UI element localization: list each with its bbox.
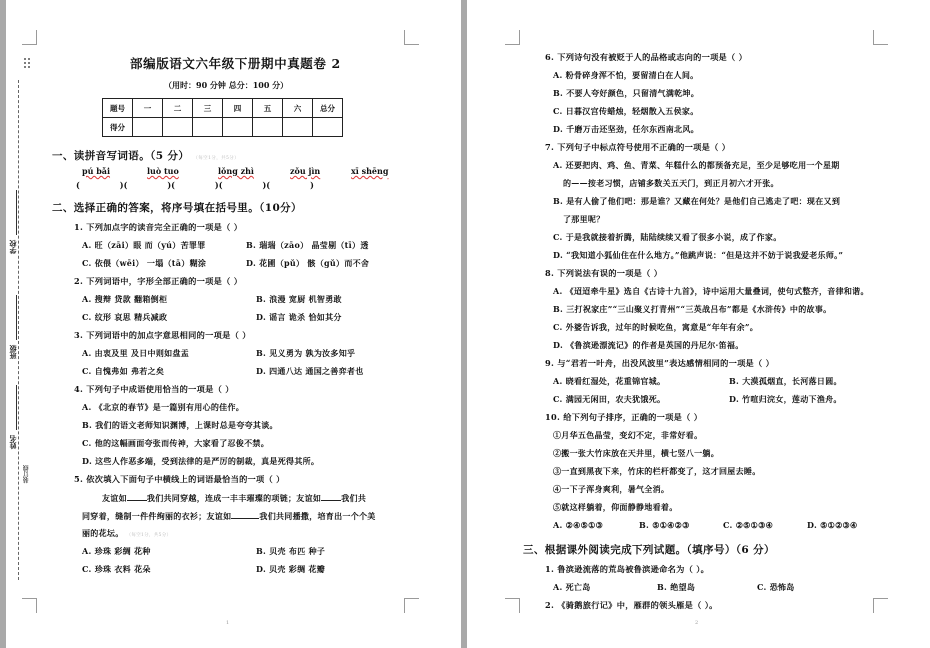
q5-stem: 5. 依次填入下面句子中横线上的词语最恰当的一项（ ） xyxy=(74,474,285,484)
binding-mark: 装订线 xyxy=(23,465,30,483)
q10-sentence-2: ②搬一张大竹床放在天井里，横七竖八一躺。 xyxy=(553,448,719,458)
q9-stem: 9. 与“君若一叶舟，出没风波里”表达感情相同的一项是（ ） xyxy=(545,358,775,368)
q2-option-c[interactable]: C. 纹形 哀思 精兵减政 xyxy=(82,312,168,322)
score-cell: 得分 xyxy=(103,118,133,137)
score-input[interactable] xyxy=(223,118,253,137)
pinyin-1: pú bǎi xyxy=(82,166,111,176)
q6-stem: 6. 下列诗句没有被贬于人的品格或志向的一项是（ ） xyxy=(545,52,748,62)
score-cell: 一 xyxy=(133,99,163,118)
score-table-row xyxy=(103,118,343,137)
q7-option-c[interactable]: C. 于是我就接着折腾，陆陆续续又看了很多小说，成了作家。 xyxy=(553,232,782,242)
section-note: （每空1分，共5分） xyxy=(126,533,172,538)
fill-blank[interactable] xyxy=(231,510,259,519)
section-3-heading: 三、根据课外阅读完成下列试题。（填序号）（6 分） xyxy=(523,544,775,556)
section-note: （每空1分，共5分） xyxy=(193,156,240,161)
page-number: 2 xyxy=(695,620,699,626)
page-title: 部编版语文六年级下册期中真题卷 2 xyxy=(130,56,341,71)
q8-option-a[interactable]: A. 《迢迢牵牛星》选自《古诗十九首》，诗中运用大量叠词，使句式整齐，音律和谐。 xyxy=(553,286,869,296)
score-cell: 六 xyxy=(283,99,313,118)
score-cell: 总分 xyxy=(313,99,343,118)
score-input[interactable] xyxy=(133,118,163,137)
q9-option-b[interactable]: B. 大漠孤烟直，长河落日圆。 xyxy=(729,376,842,386)
score-input[interactable] xyxy=(163,118,193,137)
q10-stem: 10. 给下列句子排序，正确的一项是（ ） xyxy=(545,412,703,422)
q4-option-d[interactable]: D. 这些人作恶多端，受到法律的是严厉的制裁，真是死得其所。 xyxy=(82,456,320,466)
school-label: 学校 xyxy=(8,240,17,254)
q9-option-d[interactable]: D. 竹喧归浣女，莲动下渔舟。 xyxy=(729,394,842,404)
q1-option-b[interactable]: B. 瑞瑞（zāo） 晶莹剔（tī）透 xyxy=(246,240,369,250)
q1-option-c[interactable]: C. 依偎（wēi） 一塌（tā）糊涂 xyxy=(82,258,207,268)
page-1 xyxy=(6,0,461,648)
q7-stem: 7. 下列句子中标点符号使用不正确的一项是（ ） xyxy=(545,142,731,152)
score-cell: 三 xyxy=(193,99,223,118)
q10-option-a[interactable]: A. ②④⑤①③ xyxy=(553,520,604,530)
answer-blanks[interactable]: ( )( )( )( )( ) xyxy=(76,180,314,190)
crop-mark xyxy=(873,30,888,45)
score-input[interactable] xyxy=(253,118,283,137)
crop-mark xyxy=(404,598,419,613)
q10-sentence-5: ⑤就这样躺着，仰面静静地看着。 xyxy=(553,502,678,512)
r1-option-a[interactable]: A. 死亡岛 xyxy=(553,582,591,592)
pinyin-4: zǒu jìn xyxy=(290,166,321,176)
binding-line xyxy=(18,80,20,580)
q7-option-b[interactable]: B. 是有人偷了他们吧：那是谁？又藏在何处？是他们自己逃走了吧：现在又到 xyxy=(553,196,841,206)
q1-stem: 1. 下列加点字的读音完全正确的一项是（ ） xyxy=(74,222,243,232)
crop-mark xyxy=(873,598,888,613)
pinyin-2: luò tuo xyxy=(147,166,179,176)
q4-option-a[interactable]: A. 《北京的春节》是一篇别有用心的佳作。 xyxy=(82,402,245,412)
q5-option-c[interactable]: C. 珍珠 衣料 花朵 xyxy=(82,564,151,574)
section-1-heading: 一、读拼音写词语。（5 分） （每空1分，共5分） xyxy=(52,150,240,162)
r1-stem: 1. 鲁滨逊流落的荒岛被鲁滨逊命名为（ ）。 xyxy=(545,564,710,574)
fill-blank[interactable] xyxy=(321,492,341,501)
r1-option-c[interactable]: C. 恐怖岛 xyxy=(757,582,795,592)
q6-option-a[interactable]: A. 粉骨碎身浑不怕，要留清白在人间。 xyxy=(553,70,699,80)
section-2-heading: 二、选择正确的答案，将序号填在括号里。（10分） xyxy=(52,202,302,214)
q8-option-b[interactable]: B. 三打祝家庄”“三山聚义打青州”“三英战吕布”都是《水浒传》中的故事。 xyxy=(553,304,832,314)
q7-option-b-cont: 了那里呢？ xyxy=(563,214,605,224)
q4-option-b[interactable]: B. 我们的语文老师知识渊博，上课时总是夸夸其谈。 xyxy=(82,420,278,430)
score-input[interactable] xyxy=(193,118,223,137)
q8-stem: 8. 下列说法有误的一项是（ ） xyxy=(545,268,663,278)
q2-option-a[interactable]: A. 搜辩 贷款 翻箱倒柜 xyxy=(82,294,168,304)
q2-option-b[interactable]: B. 浪漫 宽厨 机智勇敢 xyxy=(256,294,342,304)
q10-option-d[interactable]: D. ⑤①②③④ xyxy=(807,520,858,530)
binding-margin xyxy=(6,60,30,580)
pinyin-3: lǒng zhì xyxy=(218,166,254,176)
q3-option-c[interactable]: C. 自愧弗如 弗若之矣 xyxy=(82,366,165,376)
exam-time: （用时：90 分钟 总分：100 分） xyxy=(164,80,289,90)
q6-option-d[interactable]: D. 千磨万击还坚劲，任尔东西南北风。 xyxy=(553,124,699,134)
q2-stem: 2. 下列词语中，字形全部正确的一项是（ ） xyxy=(74,276,243,286)
r2-stem: 2. 《骑鹅旅行记》中，雁群的领头雁是（ ）。 xyxy=(545,600,718,610)
q6-option-c[interactable]: C. 日暮汉宫传蜡烛，轻烟散入五侯家。 xyxy=(553,106,699,116)
q5-passage-line-2: 同穿着，缝制一件件绚丽的衣衫；友谊如 我们共同播撒，培育出一个个美 xyxy=(82,511,376,521)
q1-option-a[interactable]: A. 旺（zāi）眼 而（yú）苦罪罪 xyxy=(82,240,206,250)
q10-sentence-4: ④一下子浑身爽利，暑气全消。 xyxy=(553,484,670,494)
crop-mark xyxy=(505,598,520,613)
q5-option-d[interactable]: D. 贝壳 彩绸 花瓣 xyxy=(256,564,326,574)
score-input[interactable] xyxy=(283,118,313,137)
q9-option-c[interactable]: C. 满园无闲田，农夫犹饿死。 xyxy=(553,394,666,404)
q4-stem: 4. 下列句子中成语使用恰当的一项是（ ） xyxy=(74,384,234,394)
q5-option-a[interactable]: A. 珍珠 彩绸 花种 xyxy=(82,546,151,556)
score-table-header xyxy=(103,99,343,118)
score-cell: 五 xyxy=(253,99,283,118)
school-blank xyxy=(16,190,17,235)
q7-option-a[interactable]: A. 还要把肉、鸡、鱼、青菜、年糕什么的都预备充足，至少足够吃用一个星期 xyxy=(553,160,840,170)
q3-option-d[interactable]: D. 四通八达 通国之善弈者也 xyxy=(256,366,364,376)
score-cell: 二 xyxy=(163,99,193,118)
q7-option-d[interactable]: D. “我知道小狐仙住在什么地方。”他跳声说：“但是这并不妨于说我爱老乐师。” xyxy=(553,250,844,260)
q5-passage-line-3: 丽的花坛。 （每空1分，共5分） xyxy=(82,528,172,538)
score-table xyxy=(102,98,343,137)
crop-mark xyxy=(22,30,37,45)
r1-option-b[interactable]: B. 绝望岛 xyxy=(657,582,696,592)
score-input[interactable] xyxy=(313,118,343,137)
q10-sentence-3: ③一直到黑夜下来，竹床的栏杆都变了，这才回屋去睡。 xyxy=(553,466,761,476)
page-number: 1 xyxy=(226,620,230,626)
q1-option-d[interactable]: D. 花圃（pǔ） 骸（gǔ）而不舍 xyxy=(246,258,370,268)
crop-mark xyxy=(505,30,520,45)
q3-stem: 3. 下列词语中的加点字意思相同的一项是（ ） xyxy=(74,330,251,340)
q10-option-b[interactable]: B. ⑤①④②③ xyxy=(639,520,690,530)
class-blank xyxy=(16,295,17,340)
q10-sentence-1: ①月华五色晶莹，变幻不定，非常好看。 xyxy=(553,430,703,440)
q5-passage-line-1: 友谊如 我们共同穿越，连成一丰丰璀璨的项链；友谊如 我们共 xyxy=(102,493,367,503)
q2-option-d[interactable]: D. 谣言 诡杀 恰如其分 xyxy=(256,312,342,322)
pinyin-5: xī shēng xyxy=(351,166,389,176)
class-label: 班级 xyxy=(8,345,17,359)
q3-option-a[interactable]: A. 由衷及里 及日中则如盘盂 xyxy=(82,348,190,358)
crop-mark xyxy=(404,30,419,45)
q7-option-a-cont: 的——按老习惯，店铺多数关五天门，到正月初六才开张。 xyxy=(563,178,779,188)
page-2 xyxy=(467,0,930,648)
q8-option-c[interactable]: C. 外婆告诉我，过年的时候吃鱼，寓意是“年年有余”。 xyxy=(553,322,759,332)
q6-option-b[interactable]: B. 不要人夸好颜色，只留清气满乾坤。 xyxy=(553,88,700,98)
score-cell: 四 xyxy=(223,99,253,118)
q9-option-a[interactable]: A. 晓看红湿处，花重锦官城。 xyxy=(553,376,666,386)
name-blank xyxy=(16,385,17,430)
score-cell: 题号 xyxy=(103,99,133,118)
q10-option-c[interactable]: C. ②⑤①③④ xyxy=(723,520,774,530)
q8-option-d[interactable]: D. 《鲁滨逊漂流记》的作者是英国的丹尼尔·笛福。 xyxy=(553,340,744,350)
crop-mark xyxy=(22,598,37,613)
q5-option-b[interactable]: B. 贝壳 布匹 种子 xyxy=(256,546,326,556)
q4-option-c[interactable]: C. 他的这幅画面夸张而传神，大家看了忍俊不禁。 xyxy=(82,438,269,448)
fill-blank[interactable] xyxy=(127,492,147,501)
q3-option-b[interactable]: B. 见义勇为 孰为汝多知乎 xyxy=(256,348,356,358)
name-label: 姓名 xyxy=(8,435,17,449)
